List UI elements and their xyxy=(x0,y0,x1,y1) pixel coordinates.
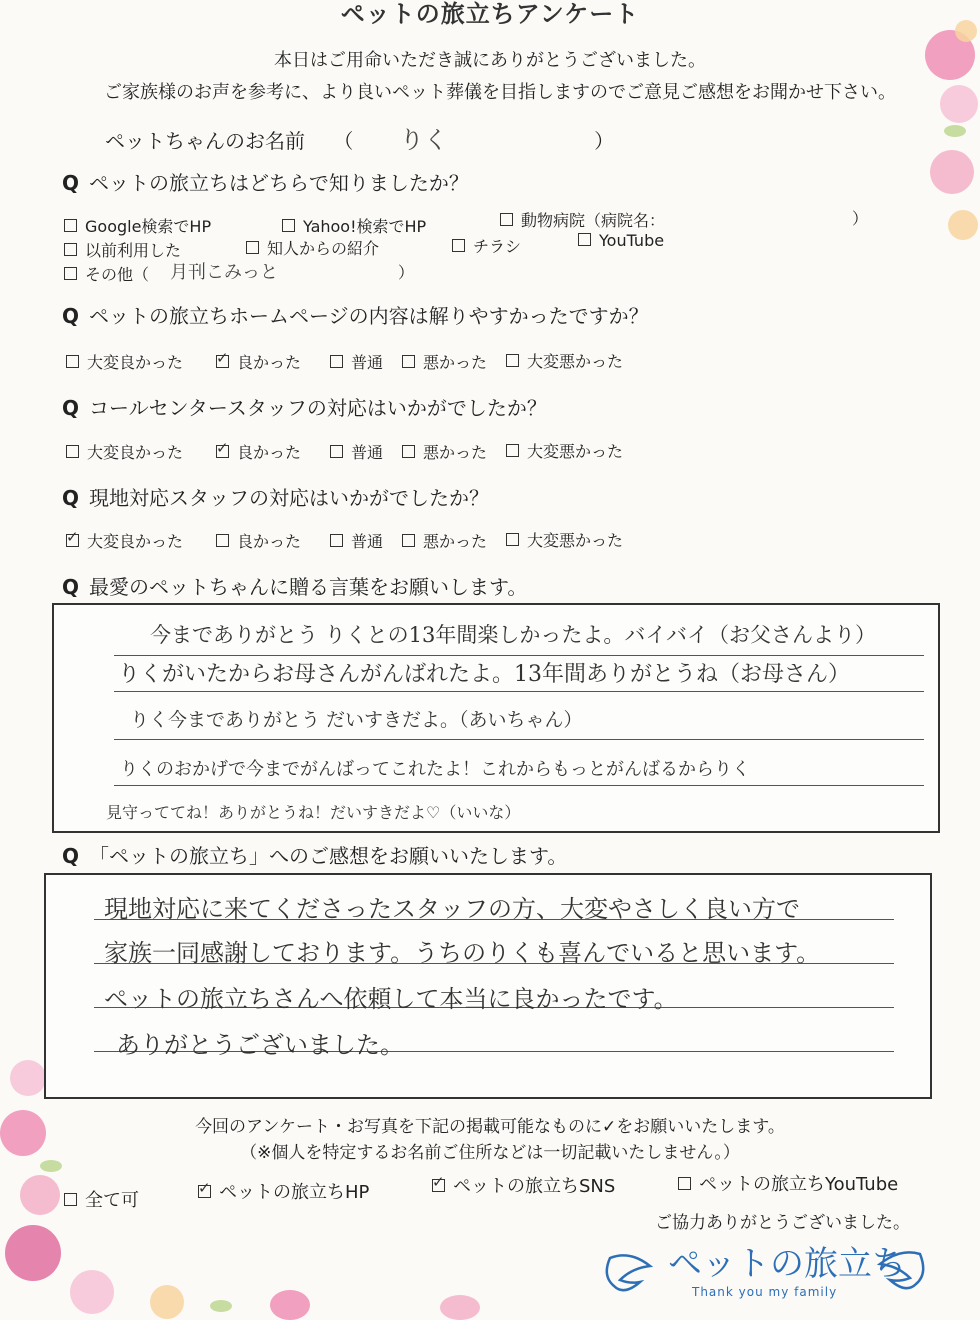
q3-option-normal[interactable] xyxy=(330,440,383,463)
flower-decoration xyxy=(948,210,978,240)
checkbox[interactable] xyxy=(506,444,519,457)
q1-option-flyer[interactable] xyxy=(452,234,521,257)
checkbox[interactable] xyxy=(402,445,415,458)
option-label: 大変良かった xyxy=(87,353,184,372)
q3-option-bad[interactable] xyxy=(402,440,487,463)
q3-option-good[interactable] xyxy=(216,440,301,463)
q4-option-very-good[interactable] xyxy=(66,529,183,552)
checkbox[interactable] xyxy=(578,233,591,246)
checkbox-checked[interactable] xyxy=(198,1185,211,1198)
checkbox[interactable] xyxy=(64,219,77,232)
question-3 xyxy=(62,392,547,421)
checkbox-checked[interactable] xyxy=(216,355,229,368)
checkbox[interactable] xyxy=(330,534,343,547)
option-label: 全て可 xyxy=(85,1190,139,1211)
q1-other-close: ） xyxy=(398,263,415,282)
q3-option-very-bad[interactable] xyxy=(506,439,623,462)
q4-option-very-bad[interactable] xyxy=(506,528,623,551)
flower-decoration xyxy=(930,150,974,194)
q4-option-bad[interactable] xyxy=(402,529,487,552)
option-label: Google検索でHP xyxy=(85,217,212,236)
option-label: 普通 xyxy=(351,353,384,372)
checkbox[interactable] xyxy=(452,239,465,252)
thanks-text: ご協力ありがとうございました。 xyxy=(655,1213,910,1233)
q4-option-good[interactable] xyxy=(216,529,301,552)
checkbox[interactable] xyxy=(64,267,77,280)
option-label: チラシ xyxy=(473,237,522,256)
checkbox[interactable] xyxy=(678,1177,691,1190)
message-line: りくのおかげで今までがんばってこれたよ！これからもっとがんばるからりく xyxy=(120,759,750,780)
permit-option-hp[interactable] xyxy=(198,1178,369,1204)
q-mark: Q xyxy=(62,575,80,599)
option-label: YouTube xyxy=(599,231,665,250)
question-2-text: ペットの旅立ちホームページの内容は解りやすかったですか？ xyxy=(89,304,649,328)
option-label: ペットの旅立ちSNS xyxy=(453,1176,616,1197)
feedback-line: ありがとうございました。 xyxy=(116,1031,404,1059)
q1-option-google[interactable] xyxy=(64,214,211,237)
question-2 xyxy=(62,300,649,329)
pet-name-value[interactable]: りく xyxy=(399,126,448,154)
q1-option-youtube[interactable] xyxy=(578,231,664,250)
writing-line xyxy=(114,691,924,692)
paren-open: （ xyxy=(333,129,354,153)
q2-option-bad[interactable] xyxy=(402,350,487,373)
footer-line-1: 今回のアンケート・お写真を下記の掲載可能なものに✓をお願いいたします。 xyxy=(195,1117,785,1137)
option-label: その他（ xyxy=(85,265,150,284)
checkbox[interactable] xyxy=(66,355,79,368)
checkbox-checked[interactable] xyxy=(66,534,79,547)
option-label: 普通 xyxy=(351,532,384,551)
leaf-decoration xyxy=(944,125,966,137)
q1-hospital-close: ） xyxy=(852,209,869,228)
option-label: 良かった xyxy=(237,443,302,462)
checkbox-checked[interactable] xyxy=(432,1179,445,1192)
writing-line xyxy=(114,739,924,740)
option-label: 悪かった xyxy=(423,353,488,372)
q4-option-normal[interactable] xyxy=(330,529,383,552)
permit-option-youtube[interactable] xyxy=(678,1170,898,1196)
question-3-text: コールセンタースタッフの対応はいかがでしたか？ xyxy=(89,396,547,420)
option-label: Yahoo!検索でHP xyxy=(303,217,427,236)
permit-option-all[interactable] xyxy=(64,1186,139,1212)
question-5-text: 最愛のペットちゃんに贈る言葉をお願いします。 xyxy=(89,575,528,599)
logo-tagline: Thank you my family xyxy=(692,1285,838,1299)
feedback-box[interactable] xyxy=(44,873,932,1099)
footer-line-2: （※個人を特定するお名前ご住所などは一切記載いたしません。） xyxy=(240,1143,740,1163)
pet-name-label: ペットちゃんのお名前 xyxy=(105,129,305,153)
option-label: 悪かった xyxy=(423,532,488,551)
checkbox[interactable] xyxy=(66,445,79,458)
checkbox[interactable] xyxy=(64,243,77,256)
flower-decoration xyxy=(70,1270,114,1314)
question-4-text: 現地対応スタッフの対応はいかがでしたか？ xyxy=(89,486,490,510)
option-label: 大変良かった xyxy=(87,532,184,551)
q2-option-very-good[interactable] xyxy=(66,350,183,373)
option-label: 大変悪かった xyxy=(527,531,624,550)
feedback-line: ペットの旅立ちさんへ依頼して本当に良かったです。 xyxy=(104,985,678,1013)
q3-option-very-good[interactable] xyxy=(66,440,183,463)
option-label: 動物病院（病院名： xyxy=(521,211,666,230)
message-line: 見守っててね！ありがとうね！だいすきだよ♡（いいな） xyxy=(106,803,521,822)
q2-option-very-bad[interactable] xyxy=(506,349,623,372)
question-1-text: ペットの旅立ちはどちらで知りましたか？ xyxy=(89,171,469,195)
leaf-decoration xyxy=(210,1300,232,1312)
checkbox[interactable] xyxy=(330,445,343,458)
message-line: 今までありがとう りくとの13年間楽しかったよ。バイバイ（お父さんより） xyxy=(150,623,876,647)
writing-line xyxy=(114,785,924,786)
option-label: 大変良かった xyxy=(87,443,184,462)
q-mark: Q xyxy=(62,486,80,510)
option-label: 以前利用した xyxy=(85,241,182,260)
checkbox[interactable] xyxy=(506,354,519,367)
feedback-line: 現地対応に来てくださったスタッフの方、大変やさしく良い方で xyxy=(104,895,800,923)
question-6-text: 「ペットの旅立ち」へのご感想をお願いいたします。 xyxy=(89,844,568,868)
option-label: 良かった xyxy=(237,532,302,551)
checkbox[interactable] xyxy=(282,219,295,232)
question-6 xyxy=(62,840,567,869)
q2-option-normal[interactable] xyxy=(330,350,383,373)
message-line: りく今までありがとう だいすきだよ。（あいちゃん） xyxy=(130,709,583,731)
option-label: ペットの旅立ちHP xyxy=(219,1182,370,1203)
survey-title: ペットの旅立ちアンケート xyxy=(340,0,640,28)
paren-close: ） xyxy=(594,129,615,153)
flower-decoration xyxy=(5,1225,61,1281)
flower-decoration xyxy=(440,1295,480,1320)
option-label: 良かった xyxy=(237,353,302,372)
writing-line xyxy=(114,655,924,656)
q2-option-good[interactable] xyxy=(216,350,301,373)
message-line: りくがいたからお母さんがんばれたよ。13年間ありがとうね（お母さん） xyxy=(118,662,850,687)
q1-other-value[interactable]: 月刊こみっと xyxy=(170,262,278,283)
message-box[interactable] xyxy=(52,603,940,833)
option-label: 悪かった xyxy=(423,443,488,462)
checkbox[interactable] xyxy=(216,534,229,547)
flower-decoration xyxy=(270,1290,310,1320)
permit-option-sns[interactable] xyxy=(432,1172,615,1198)
q1-option-friend[interactable] xyxy=(246,236,379,259)
option-label: ペットの旅立ちYouTube xyxy=(699,1174,899,1195)
intro-line-1: 本日はご用命いただき誠にありがとうございました。 xyxy=(274,50,706,71)
checkbox[interactable] xyxy=(500,213,513,226)
q1-option-previous[interactable] xyxy=(64,238,181,261)
intro-line-2: ご家族様のお声を参考に、より良いペット葬儀を目指しますのでご意見ご感想をお聞かせ下さい。 xyxy=(104,82,896,103)
q-mark: Q xyxy=(62,844,80,868)
question-5 xyxy=(62,571,527,600)
option-label: 知人からの紹介 xyxy=(267,239,380,258)
logo-name: ペットの旅立ち xyxy=(668,1244,906,1284)
q1-option-yahoo[interactable] xyxy=(282,214,426,237)
q1-option-hospital[interactable] xyxy=(500,208,665,231)
question-4 xyxy=(62,482,489,511)
flower-decoration xyxy=(20,1175,60,1215)
pet-name-row xyxy=(105,120,614,155)
checkbox-checked[interactable] xyxy=(216,445,229,458)
q1-option-other[interactable] xyxy=(64,262,149,285)
option-label: 大変悪かった xyxy=(527,442,624,461)
option-label: 大変悪かった xyxy=(527,352,624,371)
q-mark: Q xyxy=(62,396,80,420)
checkbox[interactable] xyxy=(506,533,519,546)
q-mark: Q xyxy=(62,171,80,195)
checkbox[interactable] xyxy=(402,534,415,547)
q-mark: Q xyxy=(62,304,80,328)
flower-decoration xyxy=(150,1285,184,1319)
feedback-line: 家族一同感謝しております。うちのりくも喜んでいると思います。 xyxy=(104,939,821,967)
question-1 xyxy=(62,167,469,196)
checkbox[interactable] xyxy=(330,355,343,368)
checkbox[interactable] xyxy=(246,241,259,254)
checkbox[interactable] xyxy=(64,1193,77,1206)
flower-decoration xyxy=(10,1060,46,1096)
checkbox[interactable] xyxy=(402,355,415,368)
option-label: 普通 xyxy=(351,443,384,462)
